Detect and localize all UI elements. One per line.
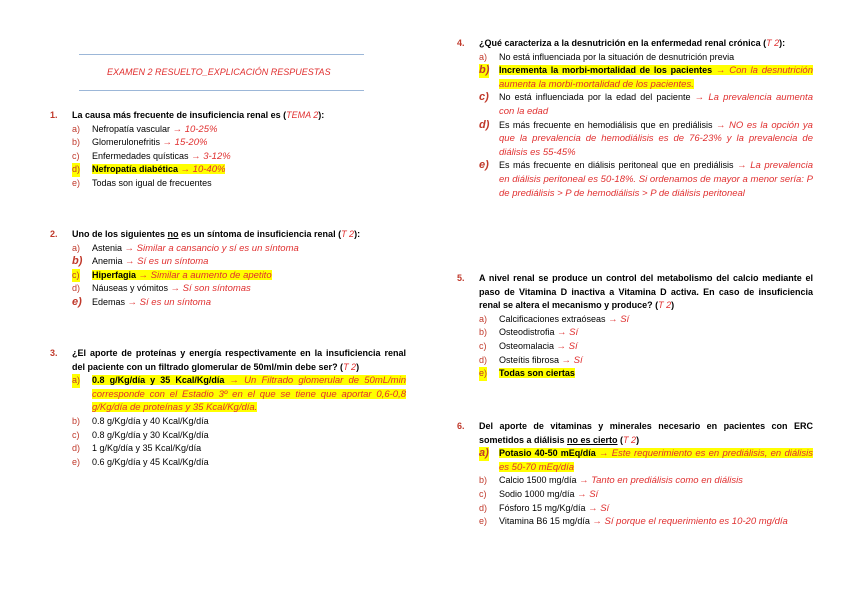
option-d: d) Es más frecuente en hemodiálisis que en prediálisis → NO es la opción ya que la prevalencia de hemodiálisis es de 76-23% y la prevalencia de diálisis es 55-45% xyxy=(479,118,813,158)
title-rule-bottom xyxy=(79,90,364,91)
option-b: b) Glomerulonefritis → 15-20% xyxy=(72,137,208,149)
option-e: e) Es más frecuente en diálisis peritoneal que en prediálisis → La prevalencia en diálisis peritoneal es 50-18%. Si ordenamos de mayor a menor sería: P de prediálisis > P de hemodiálisis > P de diálisis peritoneal xyxy=(479,159,813,199)
option-b: b) Anemia → Sí es un síntoma xyxy=(72,255,209,268)
question-number: 2. xyxy=(50,229,58,239)
option-d: d) Fósforo 15 mg/Kg/día → Sí xyxy=(479,502,610,514)
option-b-correct: b) Incrementa la morbi-mortalidad de los pacientes → Con la desnutrición aumenta la morbi-mortalidad de los pacientes. xyxy=(479,64,813,90)
question-text: Del aporte de vitaminas y minerales necesario en pacientes con ERC sometidos a diálisis no es cierto (T 2) xyxy=(479,421,813,445)
question-2 xyxy=(50,228,370,310)
title-rule-top xyxy=(79,54,364,55)
option-e: e) Todas son igual de frecuentes xyxy=(72,177,212,188)
option-a: a) No está influenciada por la situación de desnutrición previa xyxy=(479,51,735,62)
document-title: EXAMEN 2 RESUELTO_EXPLICACIÓN RESPUESTAS xyxy=(107,67,331,77)
option-e: e) Edemas → Sí es un síntoma xyxy=(72,295,211,308)
question-text: A nivel renal se produce un control del metabolismo del calcio mediante el paso de Vitamina D inactiva a Vitamina D activa. En caso de insuficiencia renal se altera el mecanismo y produce? (T 2) xyxy=(479,273,813,311)
option-d: d) Osteítis fibrosa → Sí xyxy=(479,354,583,366)
option-c: c) 0.8 g/Kg/día y 30 Kcal/Kg/día xyxy=(72,429,209,440)
option-c-correct: c) Hiperfagia → Similar a aumento de apetito xyxy=(72,269,272,281)
option-d: d) 1 g/Kg/día y 35 Kcal/Kg/día xyxy=(72,443,202,454)
question-1 xyxy=(50,109,370,191)
option-a: a) Calcificaciones extraóseas → Sí xyxy=(479,313,630,325)
option-a-correct: a) Potasio 40-50 mEq/día → Este requerimiento es en prediálisis, en diálisis es 50-70 mEq/día xyxy=(479,447,813,473)
option-d: d) Náuseas y vómitos → Sí son síntomas xyxy=(72,283,251,295)
question-number: 1. xyxy=(50,110,58,120)
question-6 xyxy=(457,420,813,529)
question-5 xyxy=(457,272,813,381)
option-a: a) Astenia → Similar a cansancio y sí es un síntoma xyxy=(72,242,299,254)
option-e: e) 0.6 g/Kg/día y 45 Kcal/Kg/día xyxy=(72,456,209,467)
option-d-correct: d) Nefropatía diabética → 10-40% xyxy=(72,164,226,176)
option-c: c) Sodio 1000 mg/día → Sí xyxy=(479,488,599,500)
option-e-correct: e) Todas son ciertas xyxy=(479,367,813,381)
option-c: c) Enfermedades quísticas → 3-12% xyxy=(72,150,231,162)
question-number: 3. xyxy=(50,348,58,358)
option-b: b) 0.8 g/Kg/día y 40 Kcal/Kg/día xyxy=(72,415,209,426)
option-b: b) Calcio 1500 mg/día → Tanto en prediálisis como en diálisis xyxy=(479,475,743,487)
question-text: Uno de los siguientes no es un síntoma de insuficiencia renal (T 2): xyxy=(72,229,361,239)
option-b: b) Osteodistrofia → Sí xyxy=(479,327,579,339)
question-3 xyxy=(50,347,406,469)
question-4 xyxy=(457,37,813,200)
option-c: c) Osteomalacia → Sí xyxy=(479,340,578,352)
question-number: 4. xyxy=(457,38,465,48)
question-number: 5. xyxy=(457,273,465,283)
question-text: ¿El aporte de proteínas y energía respectivamente en la insuficiencia renal del paciente con un filtrado glomerular de 50ml/min debe ser? (T 2) xyxy=(72,348,406,372)
option-a-correct: a) 0.8 g/Kg/día y 35 Kcal/Kg/día → Un Filtrado glomerular de 50mL/min corresponde con el Estadio 3º en el que se tiene que aportar 0,6-0,8 g/Kg/día de proteínas y 35 Kcal/Kg/día. xyxy=(72,375,406,414)
question-text: ¿Qué caracteriza a la desnutrición en la enfermedad renal crónica (T 2): xyxy=(479,38,786,48)
question-number: 6. xyxy=(457,421,465,431)
question-text: La causa más frecuente de insuficiencia renal es (TEMA 2): xyxy=(72,110,325,120)
option-a: a) Nefropatía vascular → 10-25% xyxy=(72,123,218,135)
option-c: c) No está influenciada por la edad del paciente → La prevalencia aumenta con la edad xyxy=(479,91,813,117)
option-e: e) Vitamina B6 15 mg/día → Sí porque el requerimiento es 10-20 mg/día xyxy=(479,516,788,528)
